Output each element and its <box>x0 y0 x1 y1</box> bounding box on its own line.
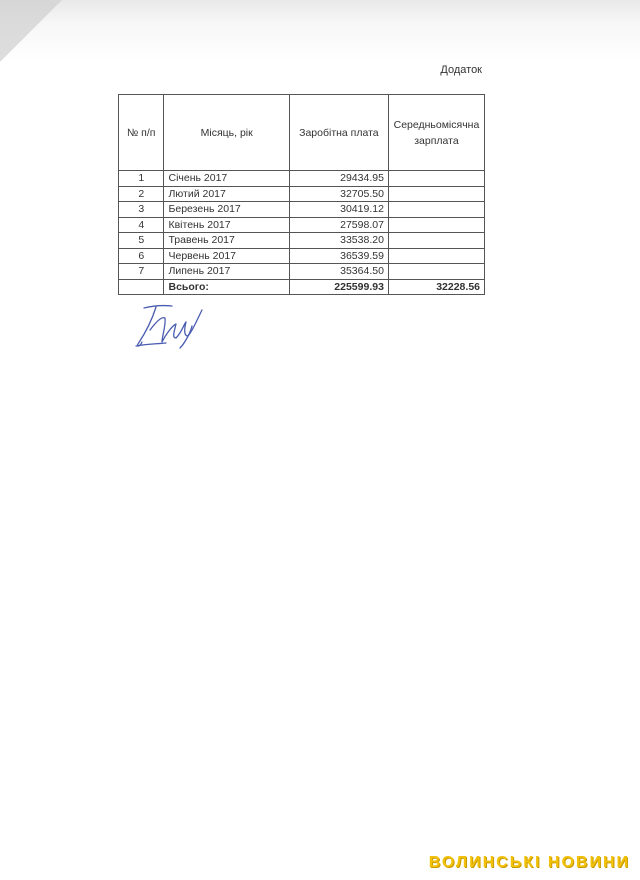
col-header-average: Середньомісячна зарплата <box>388 95 484 171</box>
table-row <box>119 248 485 264</box>
row-number: 5 <box>119 233 164 249</box>
table-header-row <box>119 95 485 171</box>
watermark-logo: ВОЛИНСЬКІ НОВИНИ <box>428 854 630 871</box>
row-number: 3 <box>119 202 164 218</box>
row-number: 2 <box>119 186 164 202</box>
row-average <box>388 264 484 280</box>
row-average <box>388 217 484 233</box>
row-average <box>388 186 484 202</box>
folded-corner <box>0 0 62 62</box>
salary-table <box>118 94 485 295</box>
row-salary: 36539.59 <box>289 248 388 264</box>
row-salary: 29434.95 <box>289 171 388 187</box>
total-salary: 225599.93 <box>289 279 388 295</box>
row-month: Березень 2017 <box>164 202 289 218</box>
scan-shadow <box>0 0 640 60</box>
row-salary: 33538.20 <box>289 233 388 249</box>
total-row <box>119 279 485 295</box>
row-month: Червень 2017 <box>164 248 289 264</box>
table-row <box>119 202 485 218</box>
total-number-cell <box>119 279 164 295</box>
row-number: 6 <box>119 248 164 264</box>
table-row <box>119 233 485 249</box>
row-month: Травень 2017 <box>164 233 289 249</box>
table-row <box>119 264 485 280</box>
row-average <box>388 248 484 264</box>
appendix-label: Додаток <box>440 64 482 76</box>
row-average <box>388 202 484 218</box>
row-average <box>388 171 484 187</box>
row-salary: 32705.50 <box>289 186 388 202</box>
col-header-number: № п/п <box>119 95 164 171</box>
table-row <box>119 171 485 187</box>
table-row <box>119 217 485 233</box>
row-salary: 35364.50 <box>289 264 388 280</box>
row-number: 1 <box>119 171 164 187</box>
row-salary: 30419.12 <box>289 202 388 218</box>
row-month: Липень 2017 <box>164 264 289 280</box>
row-month: Квітень 2017 <box>164 217 289 233</box>
row-average <box>388 233 484 249</box>
row-salary: 27598.07 <box>289 217 388 233</box>
total-label: Всього: <box>164 279 289 295</box>
row-number: 4 <box>119 217 164 233</box>
col-header-salary: Заробітна плата <box>289 95 388 171</box>
total-average: 32228.56 <box>388 279 484 295</box>
row-number: 7 <box>119 264 164 280</box>
col-header-month: Місяць, рік <box>164 95 289 171</box>
row-month: Лютий 2017 <box>164 186 289 202</box>
handwritten-signature <box>132 302 214 352</box>
row-month: Січень 2017 <box>164 171 289 187</box>
table-row <box>119 186 485 202</box>
